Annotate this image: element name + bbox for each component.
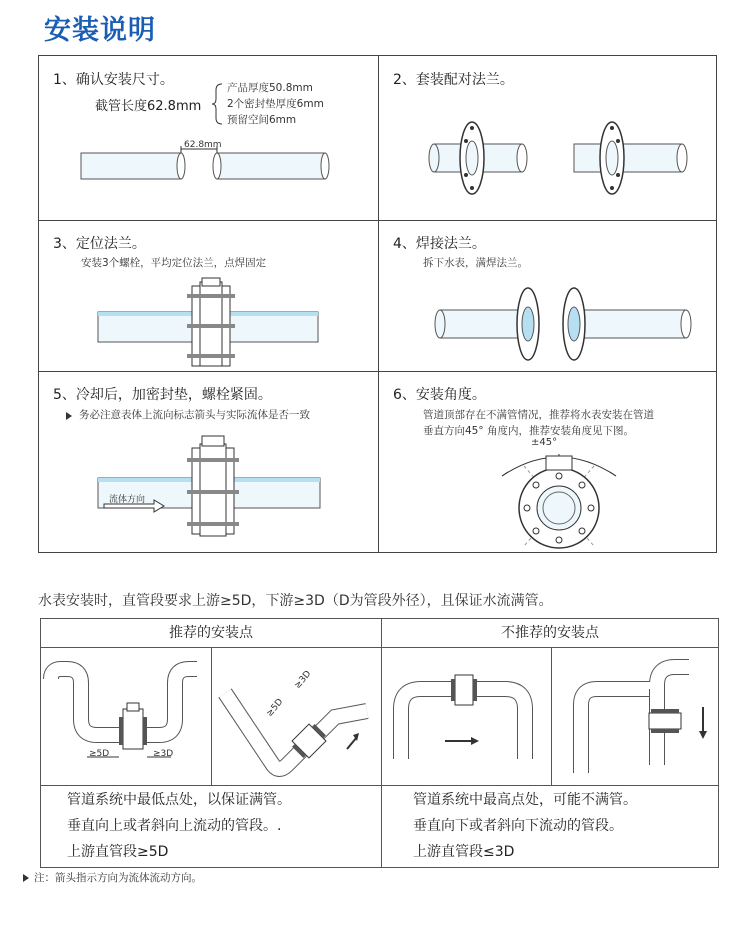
- step1-heading: 1、确认安装尺寸。: [53, 72, 174, 88]
- step1-dimension-label: 62.8mm: [184, 140, 222, 150]
- low-point-upstream-label: ≥5D: [89, 749, 110, 759]
- upward-downstream-label: ≥3D: [292, 669, 314, 691]
- step4-heading: 4、焊接法兰。: [393, 236, 486, 252]
- step1-cut-length: 截管长度62.8mm: [95, 99, 202, 114]
- table-image-divider: [41, 785, 718, 786]
- step2-flange-pair-diagram: [424, 116, 694, 206]
- step6-sub-line1: 管道顶部存在不满管情况，推荐将水表安装在管道: [423, 409, 654, 421]
- step6-sub-line2: 垂直方向45° 角度内，推荐安装角度见下图。: [423, 425, 634, 437]
- high-point-pipe-diagram: [387, 659, 547, 779]
- upward-inclined-pipe-diagram: [217, 653, 377, 781]
- step1-detail-2: 2个密封垫厚度6mm: [227, 98, 324, 110]
- step1-cut-pipe-diagram: [77, 141, 337, 201]
- table-divider-v: [381, 619, 382, 867]
- not-recommended-line-3: 上游直管段≤3D: [413, 844, 515, 860]
- grid-divider-h2: [39, 371, 716, 372]
- step6-heading: 6、安装角度。: [393, 387, 486, 403]
- not-recommended-header: 不推荐的安装点: [501, 625, 599, 641]
- table-left-split: [211, 647, 212, 785]
- footer-bullet-icon: [22, 874, 30, 882]
- table-header-divider: [41, 647, 718, 648]
- step5-assembled-meter-diagram: [94, 434, 334, 544]
- step5-heading: 5、冷却后，加密封垫，螺栓紧固。: [53, 387, 272, 403]
- installation-point-table: [40, 618, 719, 868]
- grid-divider-h1: [39, 220, 716, 221]
- footer-note: 注：箭头指示方向为流体流动方向。: [34, 872, 202, 884]
- not-recommended-line-2: 垂直向下或者斜向下流动的管段。: [413, 818, 623, 834]
- not-recommended-line-1: 管道系统中最高点处，可能不满管。: [413, 792, 637, 808]
- downward-vertical-pipe-diagram: [557, 653, 713, 781]
- recommended-line-1: 管道系统中最低点处，以保证满管。: [67, 792, 291, 808]
- triangle-bullet-icon: [65, 412, 73, 420]
- step1-detail-3: 预留空间6mm: [227, 114, 297, 126]
- step5-sub: 务必注意表体上流向标志箭头与实际流体是否一致: [79, 409, 310, 421]
- step6-angle-diagram: [494, 446, 624, 551]
- grid-divider-v: [378, 56, 379, 552]
- low-point-pipe-diagram: [47, 659, 207, 769]
- requirement-note: 水表安装时，直管段要求上游≥5D，下游≥3D（D为管段外径），且保证水流满管。: [38, 593, 553, 609]
- page-title: 安装说明: [44, 15, 156, 46]
- step6-angle-label: ±45°: [531, 437, 558, 448]
- step3-positioned-flange-diagram: [94, 276, 334, 366]
- step2-heading: 2、套装配对法兰。: [393, 72, 514, 88]
- step4-welded-flange-diagram: [434, 286, 704, 366]
- step1-brace-icon: [212, 82, 224, 126]
- step3-sub: 安装3个螺栓，平均定位法兰，点焊固定: [81, 257, 267, 269]
- step5-flow-label: 流体方向: [109, 495, 146, 505]
- step1-detail-1: 产品厚度50.8mm: [227, 82, 313, 94]
- recommended-line-3: 上游直管段≥5D: [67, 844, 169, 860]
- steps-grid: [38, 55, 717, 553]
- upward-upstream-label: ≥5D: [264, 697, 286, 719]
- table-right-split: [551, 647, 552, 785]
- recommended-header: 推荐的安装点: [169, 625, 253, 641]
- recommended-line-2: 垂直向上或者斜向上流动的管段。.: [67, 818, 282, 834]
- low-point-downstream-label: ≥3D: [153, 749, 174, 759]
- step4-sub: 拆下水表，满焊法兰。: [423, 257, 528, 269]
- step3-heading: 3、定位法兰。: [53, 236, 146, 252]
